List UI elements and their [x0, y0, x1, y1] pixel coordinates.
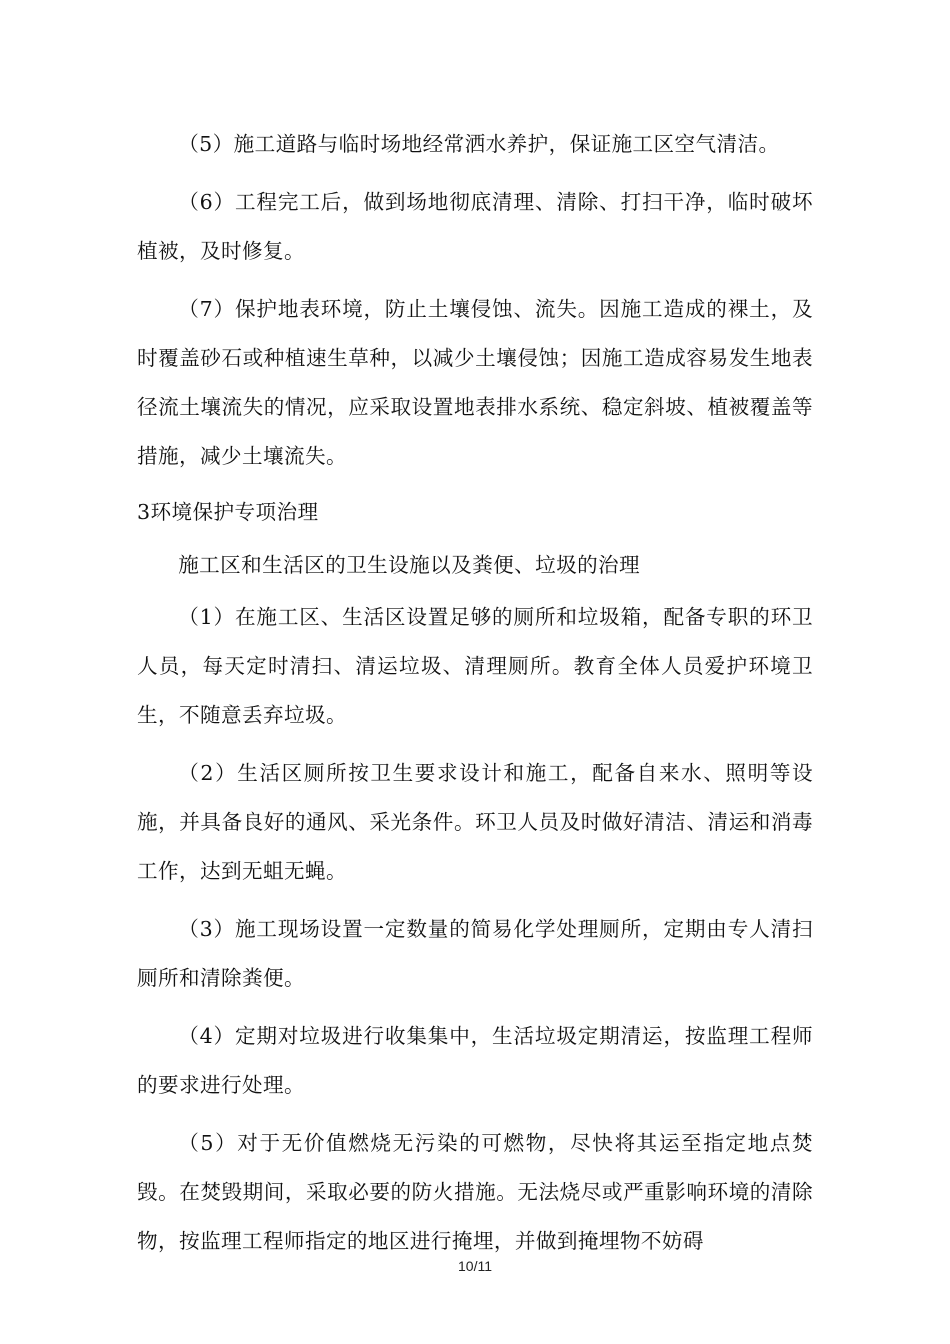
page-number: 10/11	[458, 1258, 492, 1274]
sanitation-item-5: （5）对于无价值燃烧无污染的可燃物，尽快将其运至指定地点焚毁。在焚毁期间，采取必要的防火措施。无法烧尽或严重影响环境的清除物，按监理工程师指定的地区进行掩埋，并做到掩埋物不妨碍	[137, 1131, 813, 1253]
section-heading: 3环境保护专项治理	[137, 500, 319, 524]
sanitation-item-2: （2）生活区厕所按卫生要求设计和施工，配备自来水、照明等设施，并具备良好的通风、采光条件。环卫人员及时做好清洁、清运和消毒工作，达到无蛆无蝇。	[137, 761, 813, 883]
paragraph-item-7: （7）保护地表环境，防止土壤侵蚀、流失。因施工造成的裸土，及时覆盖砂石或种植速生草种，以减少土壤侵蚀；因施工造成容易发生地表径流土壤流失的情况，应采取设置地表排水系统、稳定斜坡、植被覆盖等措施，减少土壤流失。	[137, 297, 813, 468]
document-body	[137, 120, 813, 1275]
subsection-heading: 施工区和生活区的卫生设施以及粪便、垃圾的治理	[178, 553, 641, 577]
sanitation-item-3: （3）施工现场设置一定数量的简易化学处理厕所，定期由专人清扫厕所和清除粪便。	[137, 917, 813, 990]
paragraph-item-6: （6）工程完工后，做到场地彻底清理、清除、打扫干净，临时破坏植被，及时修复。	[137, 190, 813, 263]
sanitation-item-4: （4）定期对垃圾进行收集集中，生活垃圾定期清运，按监理工程师的要求进行处理。	[137, 1024, 813, 1097]
paragraph-item-5: （5）施工道路与临时场地经常洒水养护，保证施工区空气清洁。	[178, 132, 780, 156]
sanitation-item-1: （1）在施工区、生活区设置足够的厕所和垃圾箱，配备专职的环卫人员，每天定时清扫、清运垃圾、清理厕所。教育全体人员爱护环境卫生，不随意丢弃垃圾。	[137, 605, 813, 727]
